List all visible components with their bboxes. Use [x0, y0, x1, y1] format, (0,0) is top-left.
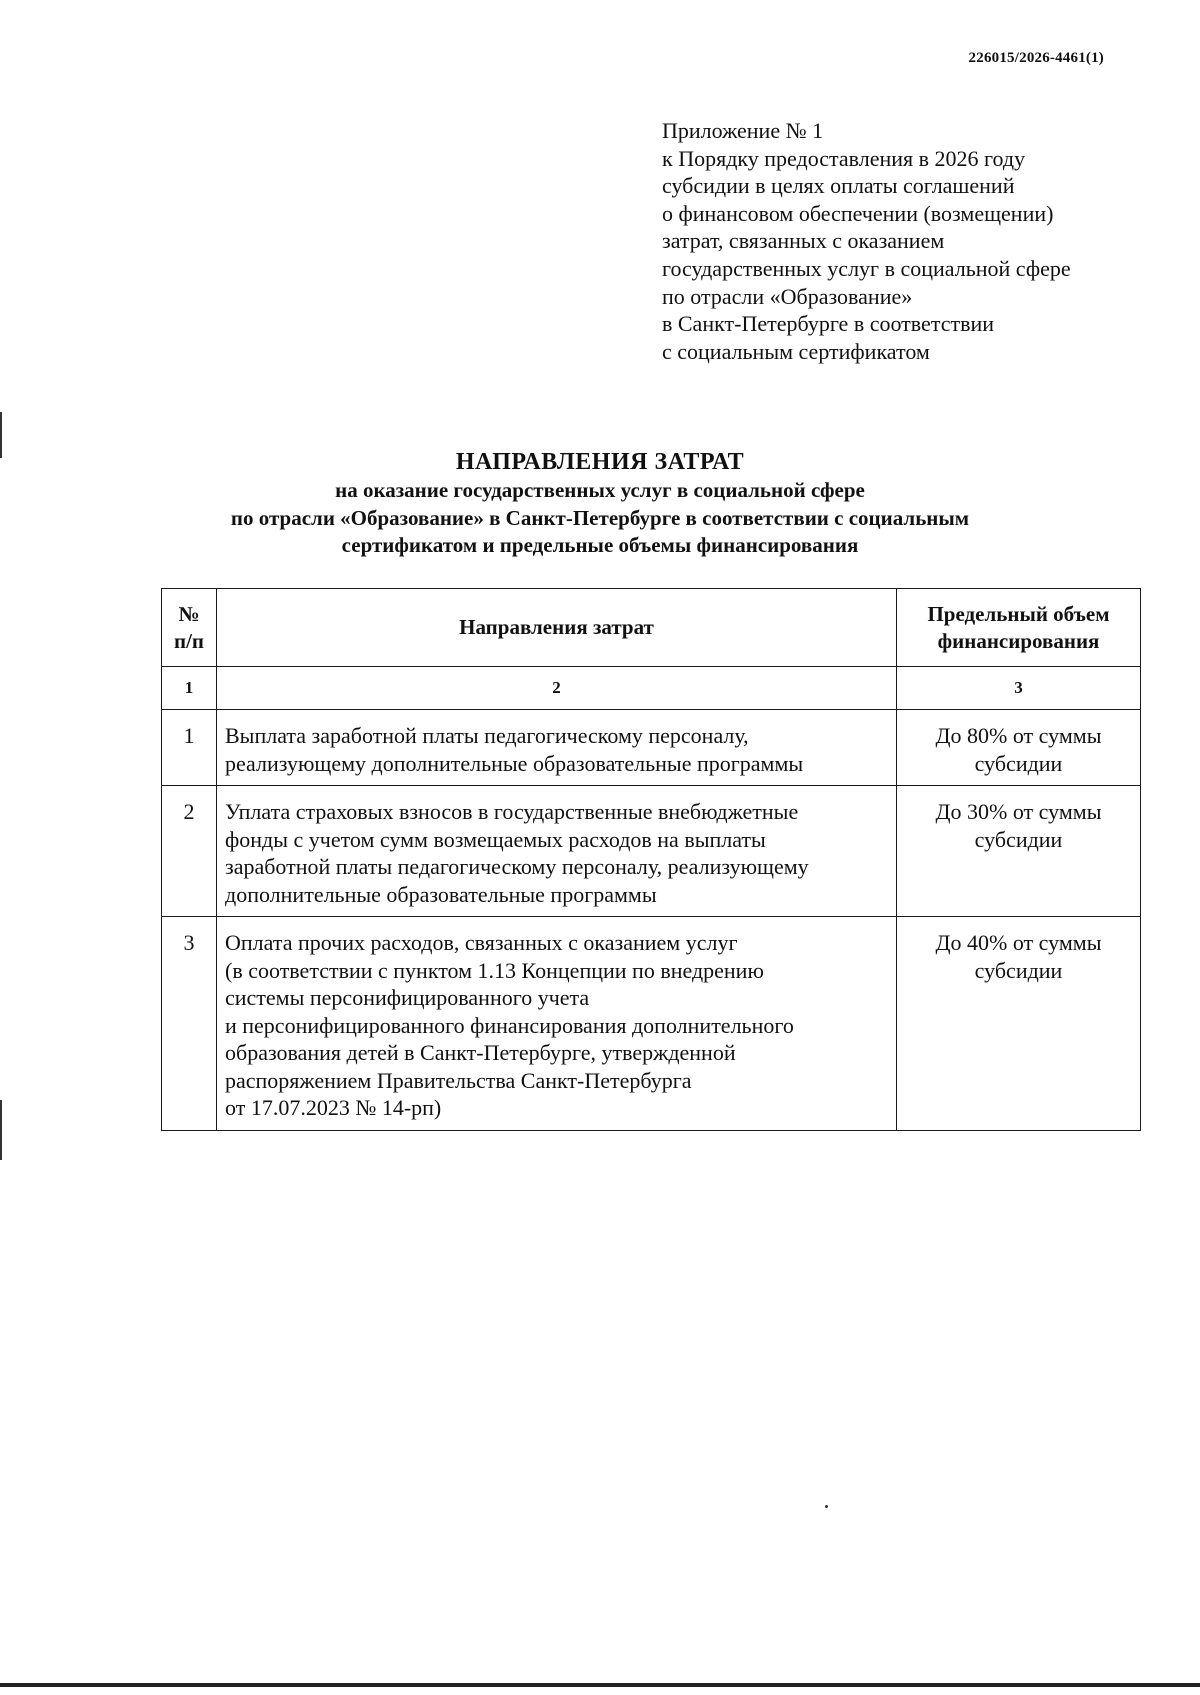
row-direction: [217, 786, 897, 917]
table-index-row: [162, 667, 1141, 710]
direction-line: дополнительные образовательные программы: [225, 881, 657, 907]
appendix-line: с социальным сертификатом: [662, 338, 930, 364]
appendix-line: к Порядку предоставления в 2026 году: [662, 145, 1026, 171]
header-limit-line: финансирования: [937, 628, 1100, 653]
limit-line: До 80% от суммы: [935, 723, 1102, 748]
header-number-line: п/п: [173, 628, 205, 653]
row-limit: [897, 917, 1141, 1131]
document-subtitle-line: по отрасли «Образование» в Санкт-Петербурге в соответствии с социальным: [230, 505, 970, 530]
header-direction: [217, 589, 897, 667]
title-block: [0, 447, 1200, 560]
direction-line: образования детей в Санкт-Петербурге, утвержденной: [225, 1040, 736, 1065]
costs-table: [161, 588, 1141, 1131]
appendix-line: субсидии в целях оплаты соглашений: [662, 173, 1015, 199]
row-number: 1: [162, 710, 217, 786]
index-cell: 2: [217, 667, 897, 710]
index-cell: 1: [162, 667, 217, 710]
header-limit: [897, 589, 1141, 667]
index-cell: 3: [897, 667, 1141, 710]
row-number: 2: [162, 786, 217, 917]
appendix-line: государственных услуг в социальной сфере: [662, 255, 1071, 281]
table-row: [162, 786, 1141, 917]
direction-line: системы персонифицированного учета: [225, 985, 590, 1010]
scan-edge-mark: [0, 1100, 2, 1160]
row-limit: [897, 786, 1141, 917]
appendix-line: в Санкт-Петербурге в соответствии: [662, 311, 995, 337]
table-header-row: [162, 589, 1141, 667]
scan-bottom-edge: [0, 1683, 1200, 1687]
limit-line: До 30% от суммы: [935, 799, 1102, 824]
row-number: 3: [162, 917, 217, 1131]
table-row: [162, 710, 1141, 786]
header-direction-label: Направления затрат: [459, 615, 654, 639]
appendix-line: затрат, связанных с оказанием: [662, 228, 945, 254]
direction-line: Выплата заработной платы педагогическому персоналу,: [225, 723, 749, 748]
direction-line: фонды с учетом сумм возмещаемых расходов на выплаты: [225, 826, 766, 852]
document-subtitle-line: на оказание государственных услуг в социальной сфере: [335, 478, 865, 502]
document-number: 226015/2026-4461(1): [968, 50, 1104, 66]
direction-line: Уплата страховых взносов в государственные внебюджетные: [225, 799, 799, 824]
limit-line: субсидии: [974, 957, 1063, 983]
limit-line: субсидии: [974, 826, 1063, 852]
direction-line: от 17.07.2023 № 14-рп): [225, 1095, 442, 1120]
row-direction: [217, 917, 897, 1131]
direction-line: (в соответствии с пунктом 1.13 Концепции по внедрению: [225, 957, 764, 983]
document-subtitle-line: сертификатом и предельные объемы финансирования: [341, 533, 859, 557]
appendix-line: по отрасли «Образование»: [662, 283, 913, 309]
header-limit-line: Предельный объем: [927, 601, 1110, 626]
header-number-line: №: [178, 601, 200, 626]
direction-line: заработной платы педагогическому персоналу, реализующему: [225, 854, 809, 879]
document-title: НАПРАВЛЕНИЯ ЗАТРАТ: [455, 449, 745, 475]
appendix-line: Приложение № 1: [662, 118, 824, 143]
appendix-line: о финансовом обеспечении (возмещении): [662, 200, 1054, 226]
header-number: [162, 589, 217, 667]
appendix-block: [662, 117, 1142, 365]
direction-line: распоряжением Правительства Санкт-Петербурга: [225, 1067, 692, 1093]
scan-speck: [825, 1505, 828, 1508]
limit-line: До 40% от суммы: [935, 930, 1102, 955]
limit-line: субсидии: [974, 750, 1063, 776]
direction-line: и персонифицированного финансирования дополнительного: [225, 1012, 794, 1038]
scan-edge-mark: [0, 412, 2, 458]
table-row: [162, 917, 1141, 1131]
direction-line: реализующему дополнительные образовательные программы: [225, 750, 804, 776]
row-limit: [897, 710, 1141, 786]
direction-line: Оплата прочих расходов, связанных с оказанием услуг: [225, 930, 738, 955]
row-direction: [217, 710, 897, 786]
